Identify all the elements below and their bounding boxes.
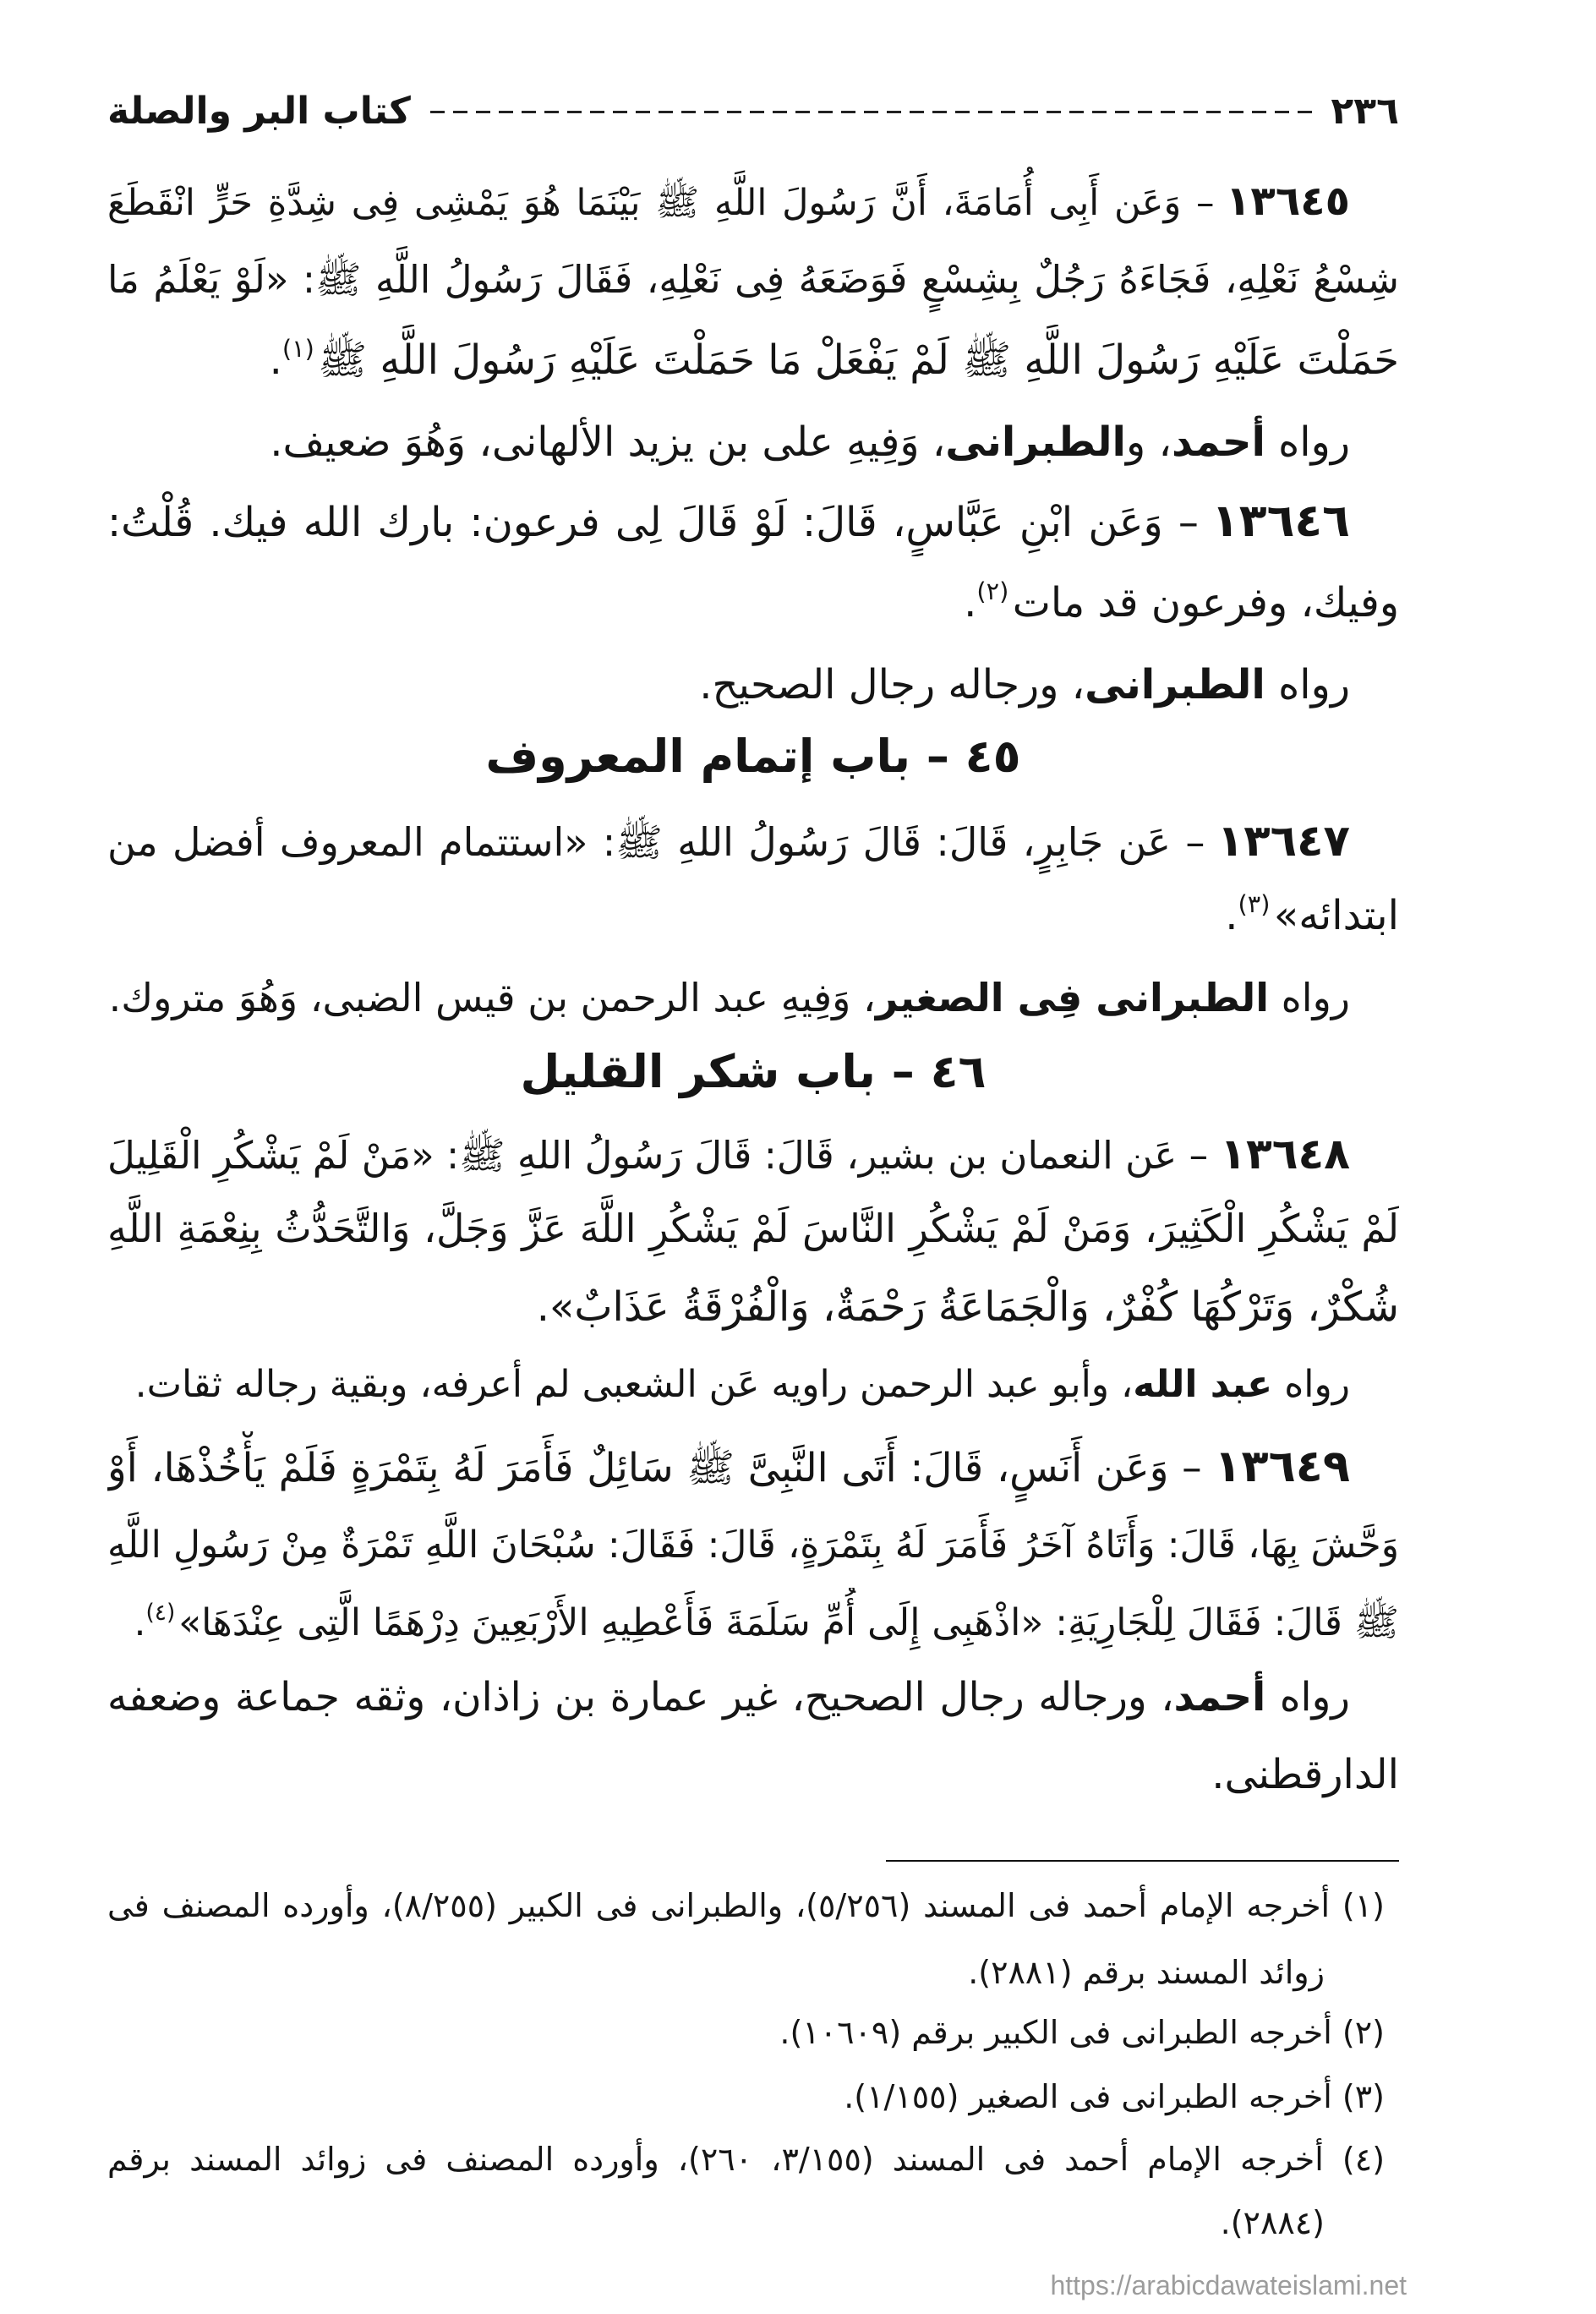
- hadith-13648-line-3: [107, 1272, 1399, 1343]
- riwaya-text: ، ورجاله رجال الصحيح، غير عمارة بن زاذان، وثقه جماعة وضعفه: [107, 1674, 1174, 1720]
- hadith-text: ابتدائه»: [1273, 892, 1399, 939]
- hadith-13647-line-1: [107, 806, 1399, 877]
- chapter-heading-46: ٤٦ – باب شكر القليل: [520, 1045, 987, 1098]
- hadith-number: ١٣٦٤٥: [1226, 178, 1350, 225]
- hadith-13646-line-1: [107, 485, 1399, 556]
- hadith-13649-line-2: [107, 1510, 1399, 1581]
- hadith-text: – عَن جَابِرٍ، قَالَ: قَالَ رَسُولُ اللهِ ﷺ: «استتمام المعروف أفضل من: [107, 819, 1205, 865]
- hadith-text: شِسْعُ نَعْلِهِ، فَجَاءَهُ رَجُلٌ بِشِسْعٍ فَوَضَعَهُ فِى نَعْلِهِ، فَقَالَ رَسُولُ اللَّهِ ﷺ: «لَوْ يَعْلَمُ مَا: [107, 257, 1399, 302]
- hadith-number: ١٣٦٤٦: [1211, 494, 1350, 547]
- sentence-end: .: [964, 579, 977, 626]
- hadith-text: – وَعَن أَنَسٍ، قَالَ: أَتَى النَّبِىَّ ﷺ سَائِلٌ فَأَمَرَ لَهُ بِتَمْرَةٍ فَلَمْ يَأْخُذْهَا، أَوْ: [107, 1445, 1202, 1491]
- footnote-2: (٢) أخرجه الطبرانى فى الكبير برقم (١٠٦٠٩).: [779, 2014, 1385, 2051]
- hadith-number: ١٣٦٤٩: [1214, 1441, 1350, 1492]
- footnote-4-line-2: (٢٨٨٤).: [1220, 2204, 1325, 2241]
- hadith-13646-line-2: [107, 567, 1399, 638]
- hadith-text: وَحَّشَ بِهَا، قَالَ: وَأَتَاهُ آخَرُ فَأَمَرَ لَهُ بِتَمْرَةٍ، قَالَ: فَقَالَ: سُبْحَانَ اللَّهِ تَمْرَةٌ مِنْ رَسُولِ اللَّهِ: [107, 1524, 1399, 1567]
- narrator-name: الطبرانى: [1085, 661, 1265, 708]
- riwaya-text: ، و: [1126, 418, 1172, 466]
- sentence-end: .: [134, 1601, 146, 1644]
- riwaya-text: رواه: [1272, 1363, 1350, 1406]
- hadith-number: ١٣٦٤٨: [1220, 1129, 1350, 1179]
- source-watermark: https://arabicdawateislami.net: [1050, 2270, 1407, 2300]
- sentence-end: .: [1225, 892, 1238, 939]
- hadith-text: لَمْ يَشْكُرِ الْكَثِيرَ، وَمَنْ لَمْ يَشْكُرِ النَّاسَ لَمْ يَشْكُرِ اللَّهَ عَزَّ وَجَلَّ، وَالتَّحَدُّثُ بِنِعْمَةِ اللَّهِ: [107, 1206, 1399, 1251]
- riwaya-13648: [107, 1349, 1399, 1420]
- sentence-end: .: [269, 336, 282, 384]
- hadith-text: شُكْرٌ، وَتَرْكُهَا كُفْرٌ، وَالْجَمَاعَةُ رَحْمَةٌ، وَالْفُرْقَةُ عَذَابٌ».: [536, 1283, 1399, 1331]
- hadith-text: – وَعَن أَبِى أُمَامَةَ، أَنَّ رَسُولَ اللَّهِ ﷺ بَيْنَمَا هُوَ يَمْشِى فِى شِدَّةِ حَرٍّ انْقَطَعَ: [107, 182, 1215, 224]
- riwaya-text: رواه: [1265, 418, 1350, 466]
- riwaya-13646: [107, 649, 1399, 720]
- hadith-13647-line-2: [107, 880, 1399, 951]
- riwaya-text: ، وأبو عبد الرحمن راويه عَن الشعبى لم أعرفه، وبقية رجاله ثقات.: [134, 1363, 1134, 1406]
- footnote-3: (٣) أخرجه الطبرانى فى الصغير (١/١٥٥).: [844, 2078, 1385, 2115]
- footnote-1-line-1: (١) أخرجه الإمام أحمد فى المسند (٥/٢٥٦)، والطبرانى فى الكبير (٨/٢٥٥)، وأورده المصنف فى: [107, 1887, 1385, 1924]
- header-leader-dashes: [429, 111, 1313, 113]
- footnote-separator: [886, 1860, 1399, 1862]
- chapter-heading-45: ٤٥ – باب إتمام المعروف: [485, 730, 1021, 783]
- narrator-name: الطبرانى فِى الصغير: [875, 975, 1270, 1020]
- footnote-ref: (٢): [976, 576, 1009, 605]
- riwaya-text: رواه: [1265, 661, 1350, 708]
- hadith-text: – وَعَن ابْنِ عَبَّاسٍ، قَالَ: لَوْ قَالَ لِى فرعون: بارك الله فيك. قُلْتُ:: [107, 499, 1199, 546]
- hadith-text: ﷺ قَالَ: فَقَالَ لِلْجَارِيَةِ: «اذْهَبِى إِلَى أُمِّ سَلَمَةَ فَأَعْطِيهِ الأَرْبَعِينَ دِرْهَمًا الَّتِى عِنْدَهَا»: [178, 1601, 1399, 1644]
- hadith-text: وفيك، وفرعون قد مات: [1012, 579, 1399, 626]
- hadith-text: حَمَلْتَ عَلَيْهِ رَسُولَ اللَّهِ ﷺ لَمْ يَفْعَلْ مَا حَمَلْتَ عَلَيْهِ رَسُولَ اللَّهِ ﷺ: [318, 336, 1399, 384]
- hadith-13649-line-1: [107, 1431, 1399, 1502]
- riwaya-13645: [107, 407, 1399, 478]
- hadith-13645-line-1: [107, 166, 1399, 237]
- book-title: كتاب البر والصلة: [107, 90, 411, 133]
- riwaya-text: الدارقطنى.: [1211, 1751, 1399, 1798]
- hadith-13645-line-3: [107, 325, 1399, 396]
- narrator-name: أحمد: [1171, 418, 1265, 466]
- riwaya-text: ، وَفِيهِ على بن يزيد الألهانى، وَهُوَ ضعيف.: [270, 418, 946, 466]
- hadith-13648-line-2: [107, 1193, 1399, 1264]
- riwaya-13649-line-1: [107, 1662, 1399, 1733]
- riwaya-13647: [107, 962, 1399, 1033]
- riwaya-13649-line-2: [107, 1739, 1399, 1810]
- riwaya-text: رواه: [1269, 975, 1350, 1020]
- footnote-ref: (٤): [145, 1599, 176, 1626]
- hadith-number: ١٣٦٤٧: [1216, 816, 1350, 867]
- narrator-name: عبد الله: [1133, 1363, 1273, 1406]
- hadith-13649-line-3: [107, 1588, 1399, 1659]
- narrator-name: أحمد: [1173, 1674, 1266, 1720]
- hadith-text: – عَن النعمان بن بشير، قَالَ: قَالَ رَسُولُ اللهِ ﷺ: «مَنْ لَمْ يَشْكُرِ الْقَلِيلَ: [107, 1133, 1209, 1178]
- riwaya-text: ، وَفِيهِ عبد الرحمن بن قيس الضبى، وَهُوَ متروك.: [108, 975, 876, 1020]
- footnote-1-line-2: زوائد المسند برقم (٢٨٨١).: [968, 1954, 1325, 1991]
- riwaya-text: رواه: [1265, 1674, 1350, 1720]
- hadith-13648-line-1: [107, 1119, 1399, 1190]
- page-number: ٢٣٦: [1331, 90, 1399, 133]
- riwaya-text: ، ورجاله رجال الصحيح.: [699, 661, 1085, 708]
- footnote-ref: (٣): [1238, 889, 1271, 918]
- footnote-4-line-1: (٤) أخرجه الإمام أحمد فى المسند (٣/١٥٥، ٢٦٠)، وأورده المصنف فى زوائد المسند برقم: [107, 2141, 1386, 2178]
- running-header: [107, 82, 1399, 141]
- narrator-name: الطبرانى: [945, 418, 1126, 466]
- footnote-ref: (١): [281, 333, 314, 363]
- hadith-13645-line-2: [107, 244, 1399, 315]
